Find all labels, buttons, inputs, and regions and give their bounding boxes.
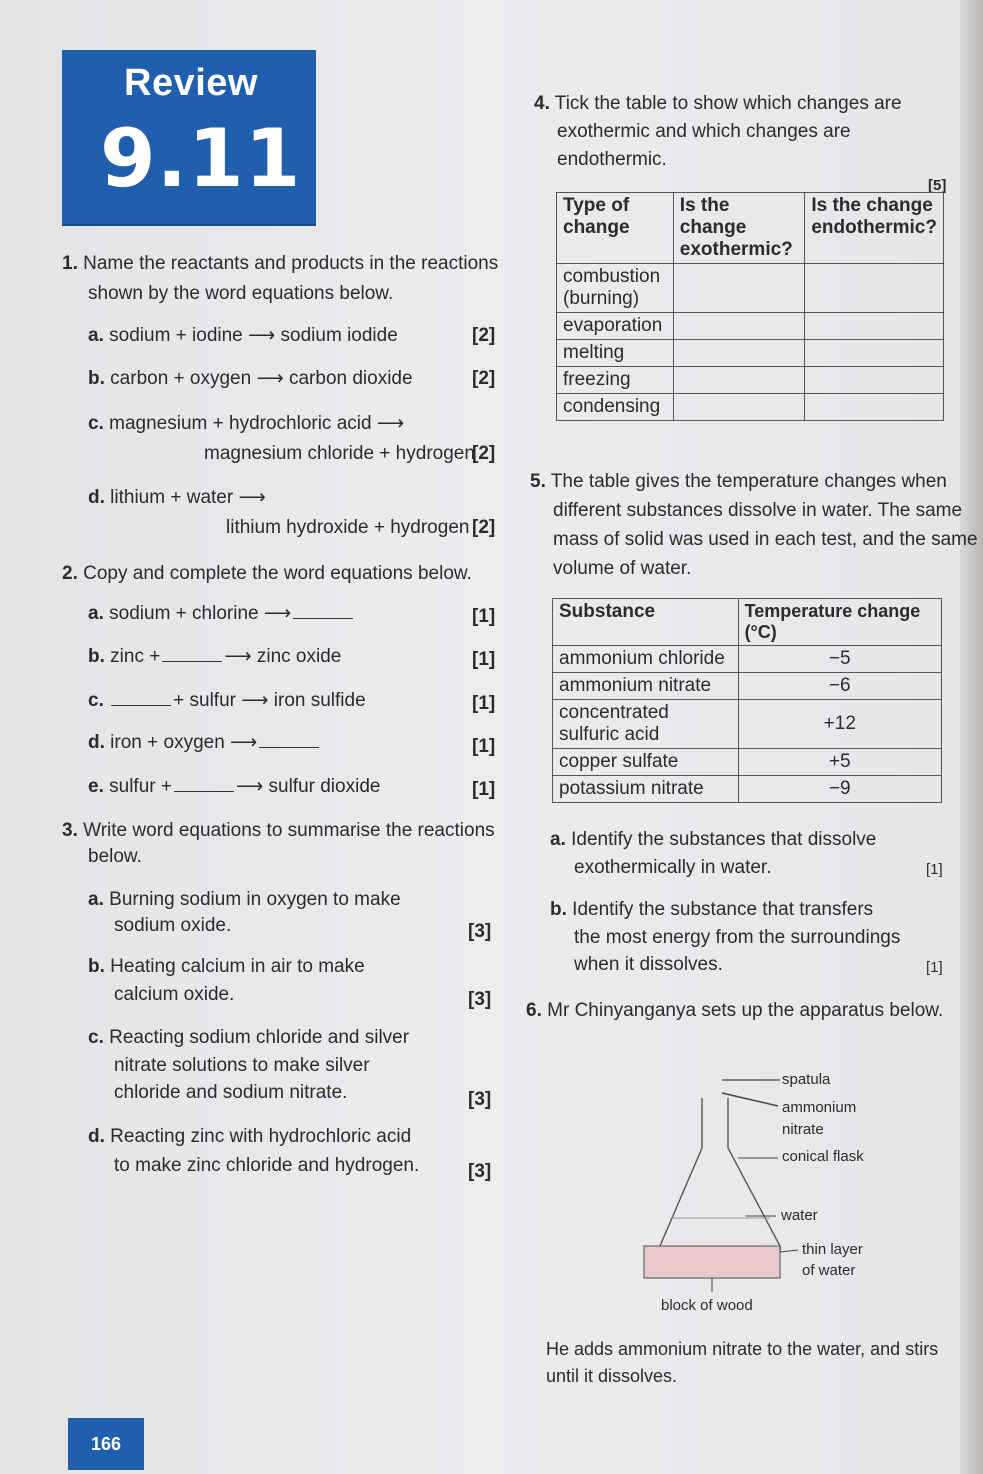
q3d-letter: d. <box>88 1126 105 1147</box>
table-row <box>553 749 942 776</box>
review-title: Review <box>124 62 258 104</box>
q1b-mark: [2] <box>472 368 496 389</box>
q5-text4: volume of water. <box>553 558 692 579</box>
q1a <box>88 322 398 350</box>
q5a <box>550 826 876 854</box>
q4-tick-endo[interactable] <box>805 264 944 313</box>
q4-tick-exo[interactable] <box>673 394 805 421</box>
q4-row-label: combustion (burning) <box>557 264 674 313</box>
q6-after2: until it dissolves. <box>546 1366 678 1386</box>
q5-table <box>552 598 942 803</box>
q3b <box>88 953 365 981</box>
q4-row-label: condensing <box>557 394 674 421</box>
q3-text2: below. <box>88 846 142 867</box>
q1d-letter: d. <box>88 487 105 508</box>
q3d-text2: to make zinc chloride and hydrogen. <box>114 1155 420 1176</box>
q3d-text1: Reacting zinc with hydrochloric acid <box>110 1126 412 1147</box>
q5a-mark: [1] <box>926 861 943 878</box>
q4-tick-endo[interactable] <box>805 367 944 394</box>
q6-after1: He adds ammonium nitrate to the water, and stirs <box>546 1339 939 1359</box>
q5b-mark: [1] <box>926 959 943 976</box>
q2b-post: ⟶ zinc oxide <box>224 646 342 667</box>
q2d-pre: iron + oxygen ⟶ <box>110 732 258 753</box>
q5-substance: concentrated sulfuric acid <box>553 700 739 749</box>
spatula-rod <box>722 1093 778 1106</box>
q3c-letter: c. <box>88 1027 104 1048</box>
q3-number: 3. <box>62 820 78 841</box>
q2-text: Copy and complete the word equations below. <box>83 563 472 584</box>
q5b-text2: the most energy from the surroundings <box>574 927 901 948</box>
q4-header-row <box>557 193 944 264</box>
q3c-text2: nitrate solutions to make silver <box>114 1055 370 1076</box>
q2b-mark: [1] <box>472 649 496 670</box>
page-edge <box>960 0 983 1474</box>
q5-temp: −9 <box>738 776 941 803</box>
q3b-text2: calcium oxide. <box>114 984 235 1005</box>
q5-text3: mass of solid was used in each test, and the same <box>553 529 978 550</box>
q6-text: Mr Chinyanganya sets up the apparatus below. <box>547 1000 944 1021</box>
label-ammonium: ammonium <box>782 1099 857 1116</box>
q3c-mark: [3] <box>468 1089 492 1110</box>
table-row <box>557 264 944 313</box>
table-row <box>553 700 942 749</box>
q6-number: 6. <box>526 1000 542 1021</box>
q4-text2: exothermic and which changes are <box>557 121 851 142</box>
label-conical-flask: conical flask <box>782 1148 864 1165</box>
q2c-letter: c. <box>88 690 104 711</box>
table-row <box>553 776 942 803</box>
block-of-wood <box>644 1246 780 1278</box>
q4-tick-endo[interactable] <box>805 394 944 421</box>
table-row <box>553 646 942 673</box>
q4-header-endo: Is the change endothermic? <box>805 193 944 264</box>
q1d-mark: [2] <box>472 517 496 538</box>
table-row <box>557 394 944 421</box>
q5b-letter: b. <box>550 899 567 920</box>
q2e-post: ⟶ sulfur dioxide <box>235 776 381 797</box>
q3b-text1: Heating calcium in air to make <box>110 956 365 977</box>
q2d-blank <box>259 733 319 748</box>
q5a-letter: a. <box>550 829 566 850</box>
q1a-mark: [2] <box>472 325 496 346</box>
q5-substance: potassium nitrate <box>553 776 739 803</box>
q1-line1 <box>62 250 498 278</box>
q3a-letter: a. <box>88 889 104 910</box>
table-row <box>553 673 942 700</box>
q1-text2: shown by the word equations below. <box>88 283 394 304</box>
label-spatula: spatula <box>782 1071 831 1088</box>
thin-layer-label-line <box>780 1250 798 1252</box>
q2c <box>88 687 366 715</box>
q4-text1: Tick the table to show which changes are <box>554 93 902 114</box>
q3a-text2: sodium oxide. <box>114 915 232 936</box>
q1d <box>88 484 266 512</box>
q1-number: 1. <box>62 253 78 274</box>
q2c-post: + sulfur ⟶ iron sulfide <box>173 690 366 711</box>
q1c-letter: c. <box>88 413 104 434</box>
q3b-mark: [3] <box>468 989 492 1010</box>
q4-tick-endo[interactable] <box>805 340 944 367</box>
q5-text2: different substances dissolve in water. The same <box>553 500 963 521</box>
label-water: water <box>781 1207 818 1224</box>
q3a-mark: [3] <box>468 921 492 942</box>
q4-tick-exo[interactable] <box>673 264 805 313</box>
q3d <box>88 1123 411 1151</box>
q5-temp: +5 <box>738 749 941 776</box>
q4-row-label: freezing <box>557 367 674 394</box>
q5-line1 <box>530 468 947 496</box>
review-header-box <box>62 50 316 224</box>
table-row <box>557 340 944 367</box>
q5-header-temp: Temperature change (°C) <box>738 599 941 646</box>
q1d-text2: lithium hydroxide + hydrogen <box>226 517 470 538</box>
q1c <box>88 410 404 438</box>
q4-header-exo: Is the change exothermic? <box>673 193 805 264</box>
q1b <box>88 365 413 393</box>
q5-header-substance: Substance <box>553 599 739 646</box>
q5a-text1: Identify the substances that dissolve <box>571 829 877 850</box>
table-row <box>557 367 944 394</box>
q5-header-row <box>553 599 942 646</box>
q2b-pre: zinc + <box>110 646 161 667</box>
q4-tick-endo[interactable] <box>805 313 944 340</box>
q2a-mark: [1] <box>472 606 496 627</box>
page-number: 166 <box>68 1418 144 1470</box>
q3c-text1: Reacting sodium chloride and silver <box>109 1027 410 1048</box>
q4-mark: [5] <box>928 177 947 194</box>
q5a-text2: exothermically in water. <box>574 857 772 878</box>
q1b-letter: b. <box>88 368 105 389</box>
q3-text1: Write word equations to summarise the reactions <box>83 820 495 841</box>
q3-line1 <box>62 817 495 845</box>
q2a-blank <box>293 604 353 619</box>
q3d-mark: [3] <box>468 1161 492 1182</box>
q5-number: 5. <box>530 471 546 492</box>
q3b-letter: b. <box>88 956 105 977</box>
q2c-mark: [1] <box>472 693 496 714</box>
q2e-blank <box>174 777 234 792</box>
q3a <box>88 886 401 914</box>
q1d-text1: lithium + water ⟶ <box>110 487 266 508</box>
q3c-text3: chloride and sodium nitrate. <box>114 1082 348 1103</box>
q2-line <box>62 560 472 588</box>
q6-line <box>526 997 943 1025</box>
q2d-mark: [1] <box>472 736 496 757</box>
q2d <box>88 729 321 757</box>
q2e-pre: sulfur + <box>109 776 172 797</box>
q4-table <box>556 192 944 421</box>
q2b <box>88 643 341 671</box>
q2b-blank <box>162 647 222 662</box>
q2-number: 2. <box>62 563 78 584</box>
label-nitrate: nitrate <box>782 1121 824 1138</box>
q2e <box>88 773 380 801</box>
conical-flask-outline <box>660 1098 781 1254</box>
q1c-text2: magnesium chloride + hydrogen <box>204 443 475 464</box>
q4-tick-exo[interactable] <box>673 313 805 340</box>
q1a-letter: a. <box>88 325 104 346</box>
label-thin-layer: thin layer <box>802 1241 863 1258</box>
q2b-letter: b. <box>88 646 105 667</box>
q4-text3: endothermic. <box>557 149 667 170</box>
q2a-letter: a. <box>88 603 104 624</box>
q5-text1: The table gives the temperature changes when <box>550 471 947 492</box>
label-block-of-wood: block of wood <box>661 1297 753 1314</box>
q1c-text1: magnesium + hydrochloric acid ⟶ <box>109 413 405 434</box>
q1a-text: sodium + iodine ⟶ sodium iodide <box>109 325 398 346</box>
q5-temp: −6 <box>738 673 941 700</box>
q4-header-type: Type of change <box>557 193 674 264</box>
q5-substance: ammonium nitrate <box>553 673 739 700</box>
q5b-text3: when it dissolves. <box>574 954 723 975</box>
q2a-pre: sodium + chlorine ⟶ <box>109 603 292 624</box>
q5-temp: −5 <box>738 646 941 673</box>
q5b <box>550 896 873 924</box>
q2d-letter: d. <box>88 732 105 753</box>
q4-tick-exo[interactable] <box>673 340 805 367</box>
label-of-water: of water <box>802 1262 856 1279</box>
q4-number: 4. <box>534 93 550 114</box>
q3a-text1: Burning sodium in oxygen to make <box>109 889 401 910</box>
q2e-mark: [1] <box>472 779 496 800</box>
q4-row-label: evaporation <box>557 313 674 340</box>
q5-substance: ammonium chloride <box>553 646 739 673</box>
q2a <box>88 600 355 628</box>
q5-temp: +12 <box>738 700 941 749</box>
q2e-letter: e. <box>88 776 104 797</box>
q4-tick-exo[interactable] <box>673 367 805 394</box>
q1c-mark: [2] <box>472 443 496 464</box>
q2c-blank <box>111 691 171 706</box>
q5b-text1: Identify the substance that transfers <box>572 899 874 920</box>
q5-substance: copper sulfate <box>553 749 739 776</box>
q1b-text: carbon + oxygen ⟶ carbon dioxide <box>110 368 413 389</box>
q3c <box>88 1024 409 1052</box>
table-row <box>557 313 944 340</box>
section-number: 9.11 <box>100 112 302 205</box>
q1-text1: Name the reactants and products in the reactions <box>83 253 499 274</box>
q4-row-label: melting <box>557 340 674 367</box>
q4-line1 <box>534 90 902 118</box>
